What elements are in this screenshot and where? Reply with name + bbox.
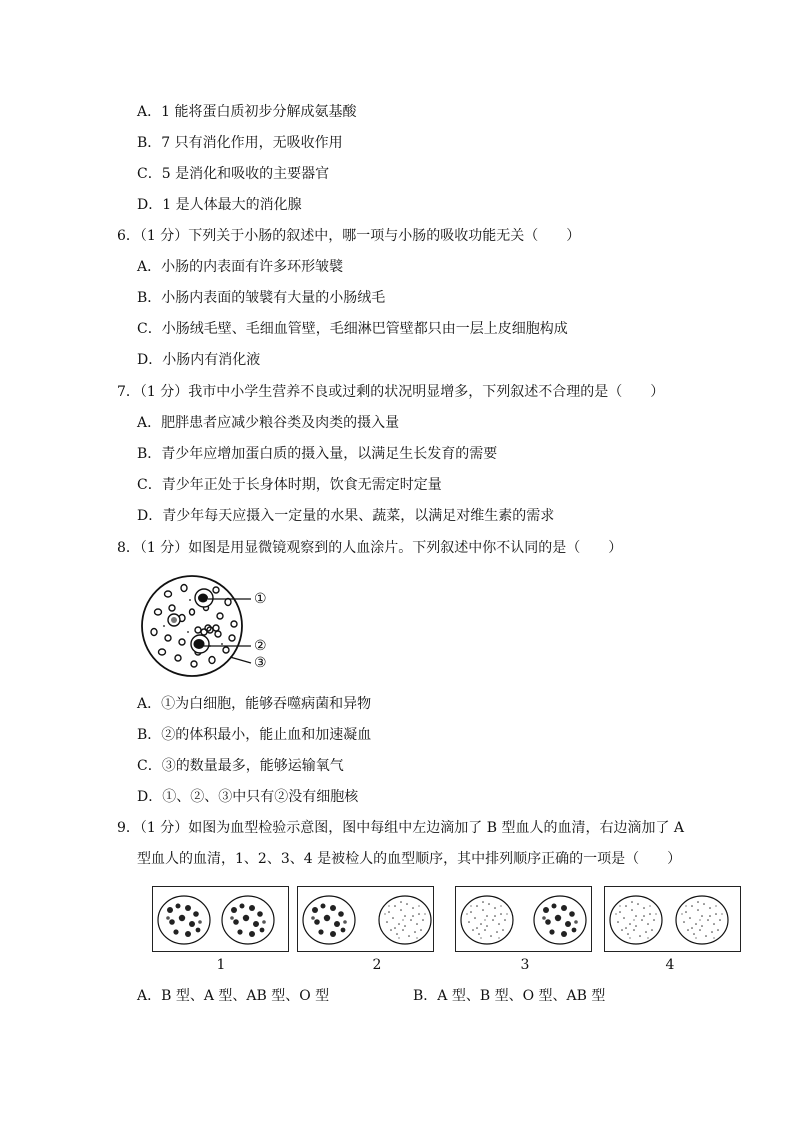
- q6-option-d: D．小肠内有消化液: [137, 352, 261, 368]
- figure-label-2: ②: [254, 638, 267, 654]
- q5-option-b: B．7 只有消化作用，无吸收作用: [137, 135, 343, 151]
- q7-option-c: C．青少年正处于长身体时期，饮食无需定时定量: [137, 477, 442, 493]
- q6-option-c: C．小肠绒毛壁、毛细血管壁，毛细淋巴管壁都只由一层上皮细胞构成: [137, 321, 568, 337]
- q8-option-d: D．①、②、③中只有②没有细胞核: [137, 789, 359, 805]
- q8-option-c: C．③的数量最多，能够运输氧气: [137, 758, 344, 774]
- blood-test-drops: [150, 884, 740, 954]
- q5-option-d: D．1 是人体最大的消化腺: [137, 197, 302, 213]
- figure-label-1: ①: [254, 591, 267, 607]
- q5-option-c: C．5 是消化和吸收的主要器官: [137, 166, 330, 182]
- q7-option-a: A．肥胖患者应减少粮谷类及肉类的摄入量: [137, 415, 400, 431]
- plate-label-1: 1: [216, 957, 226, 973]
- q8-stem: 8．（1 分）如图是用显微镜观察到的人血涂片。下列叙述中你不认同的是（ ）: [117, 540, 623, 556]
- q8-option-a: A．①为白细胞，能够吞噬病菌和异物: [137, 696, 372, 712]
- q5-option-a: A．1 能将蛋白质初步分解成氨基酸: [137, 104, 357, 120]
- q9-stem-line-1: 9．（1 分）如图为血型检验示意图，图中每组中左边滴加了 B 型血人的血清，右边滴加了 A: [117, 820, 685, 836]
- q6-stem: 6．（1 分）下列关于小肠的叙述中，哪一项与小肠的吸收功能无关（ ）: [117, 228, 581, 244]
- q6-option-b: B．小肠内表面的皱襞有大量的小肠绒毛: [137, 290, 386, 306]
- q6-option-a: A．小肠的内表面有许多环形皱襞: [137, 259, 344, 275]
- q9-option-b: B．A 型、B 型、O 型、AB 型: [413, 988, 606, 1004]
- q8-option-b: B．②的体积最小，能止血和加速凝血: [137, 727, 372, 743]
- q7-option-d: D．青少年每天应摄入一定量的水果、蔬菜，以满足对维生素的需求: [137, 508, 555, 524]
- q7-option-b: B．青少年应增加蛋白质的摄入量，以满足生长发育的需要: [137, 446, 498, 462]
- q7-stem: 7．（1 分）我市中小学生营养不良或过剩的状况明显增多，下列叙述不合理的是（ ）: [117, 384, 665, 400]
- q9-stem-line-2: 型血人的血清，1、2、3、4 是被检人的血型顺序，其中排列顺序正确的一项是（ ）: [137, 851, 682, 867]
- figure-label-3: ③: [254, 655, 267, 671]
- plate-label-4: 4: [665, 957, 675, 973]
- q9-option-a: A．B 型、A 型、AB 型、O 型: [137, 988, 330, 1004]
- plate-label-2: 2: [372, 957, 382, 973]
- plate-label-3: 3: [520, 957, 530, 973]
